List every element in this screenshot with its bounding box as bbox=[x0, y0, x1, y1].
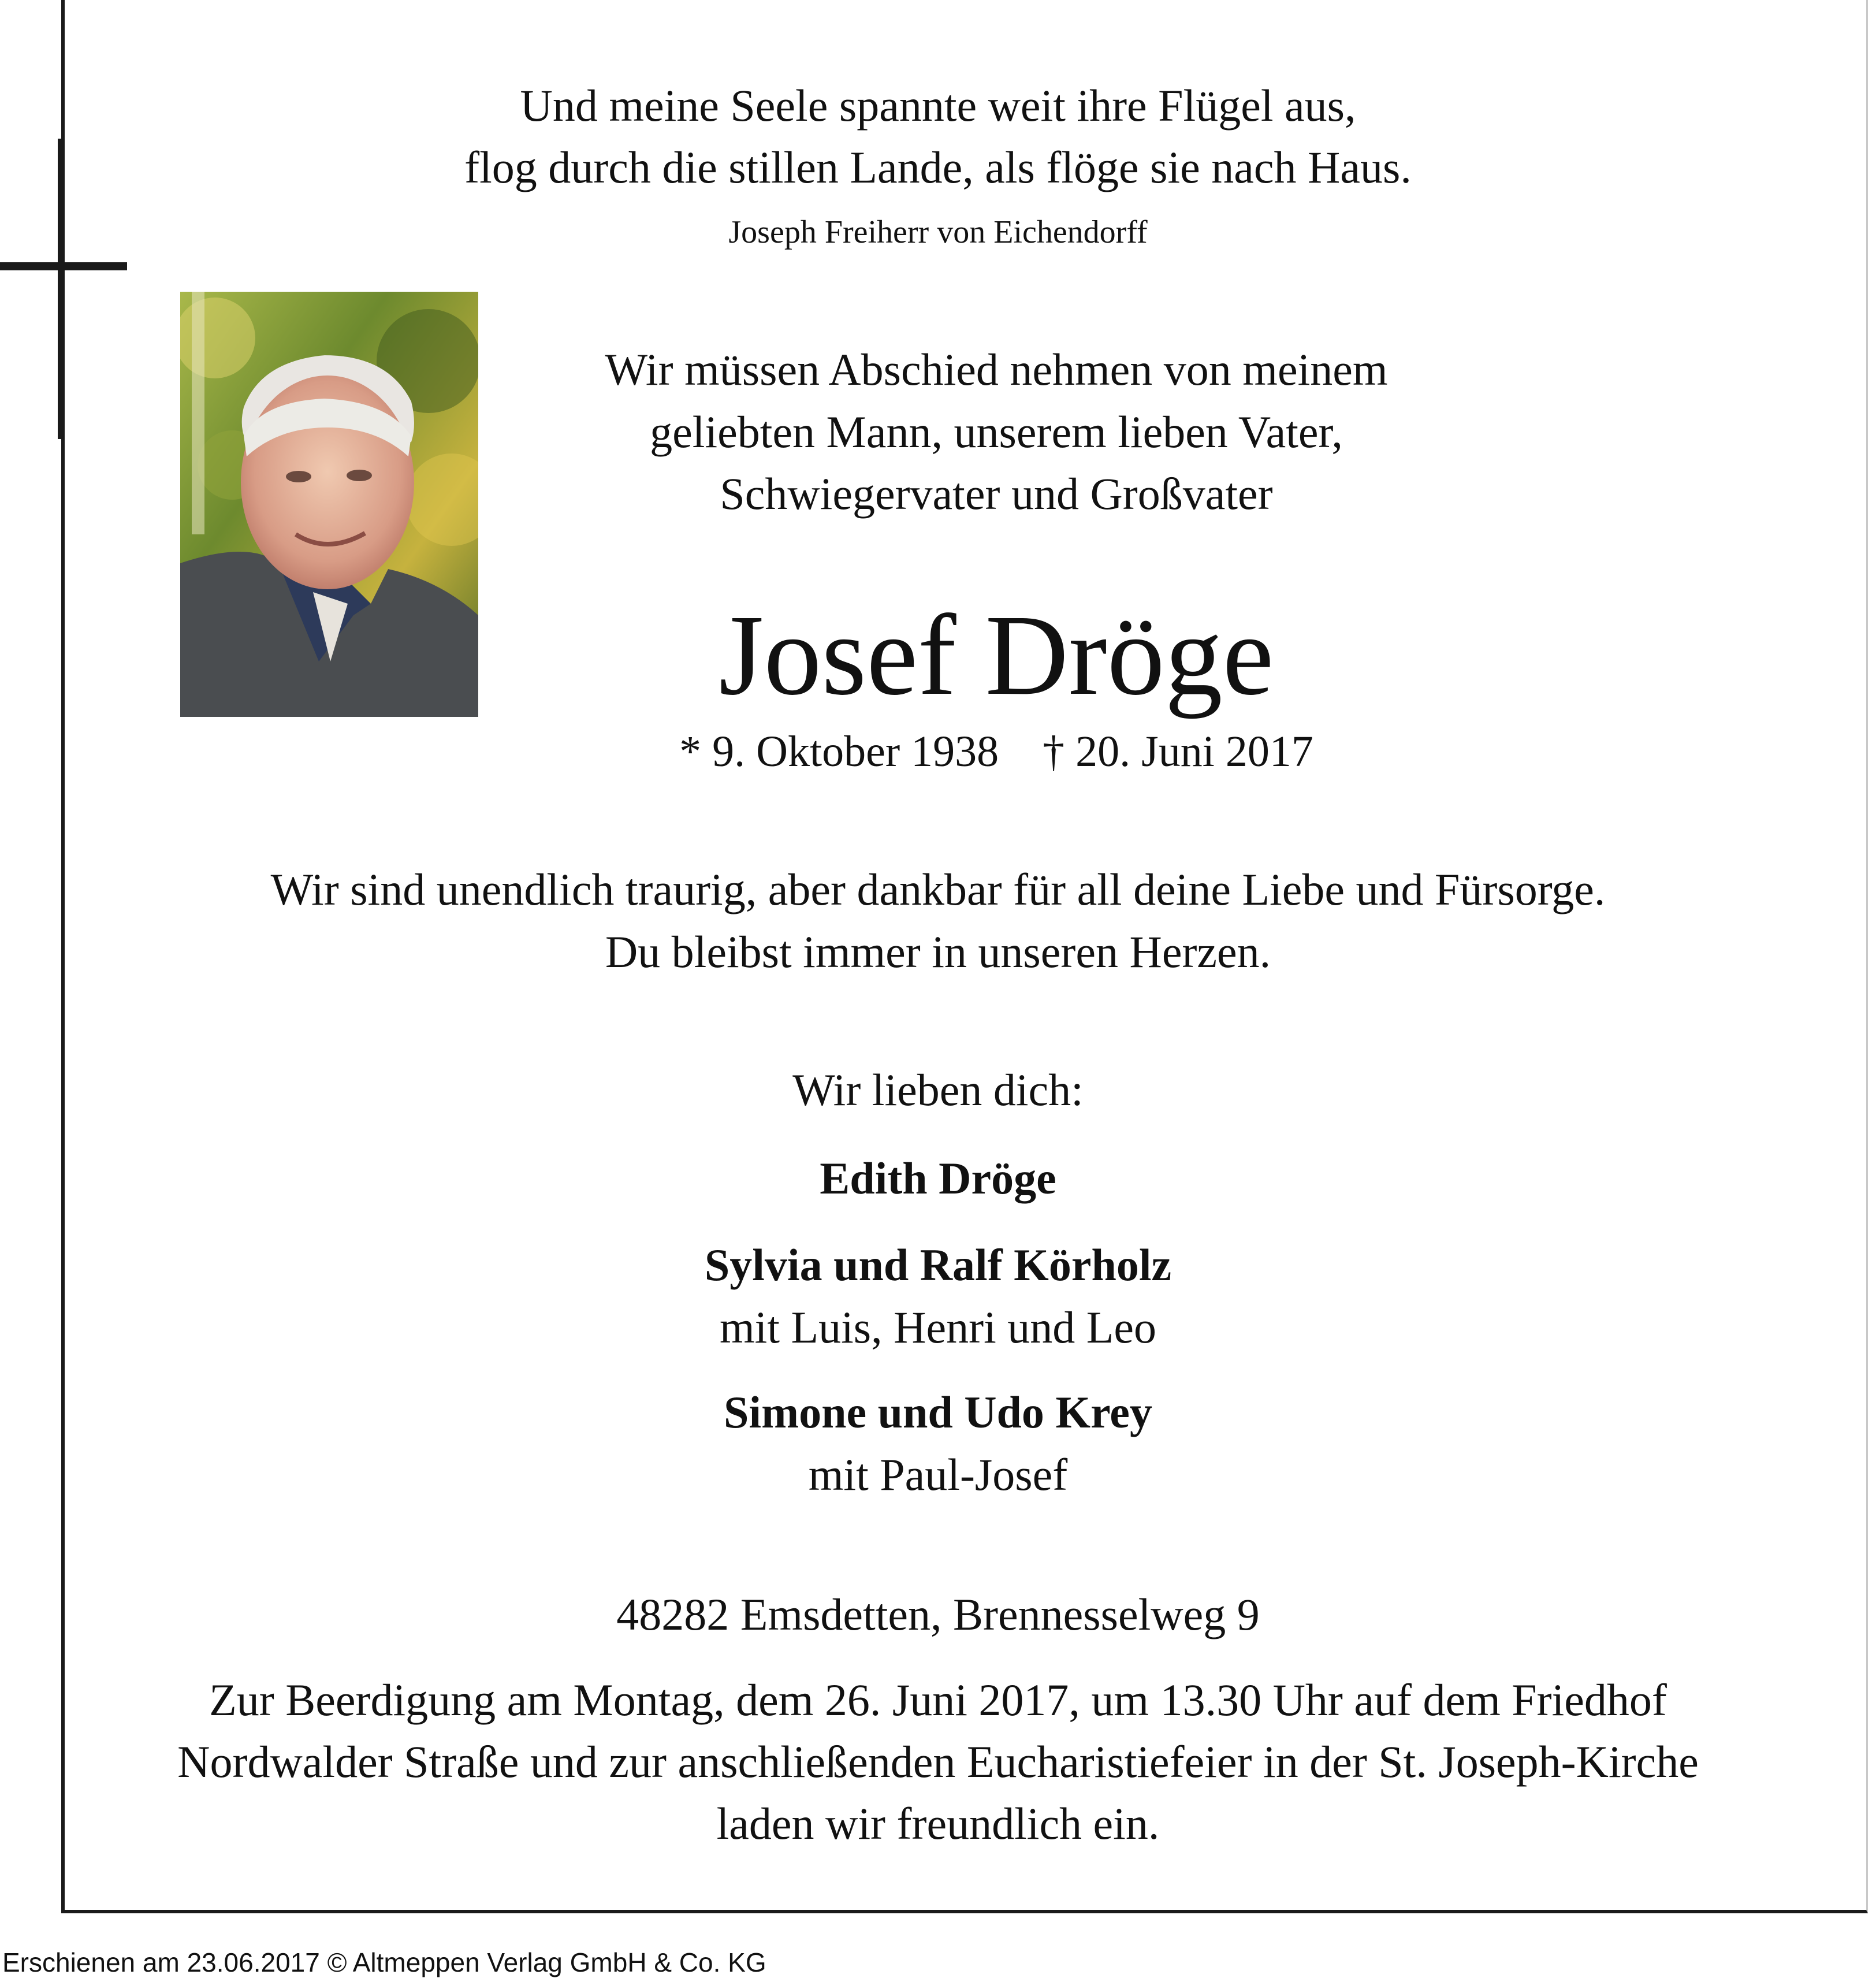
intro-line-3: Schwiegervater und Großvater bbox=[720, 469, 1273, 519]
funeral-line-2: Nordwalder Straße und zur anschließenden Eucharistiefeier in der St. Joseph-Kirche bbox=[177, 1737, 1699, 1787]
funeral-line-1: Zur Beerdigung am Montag, dem 26. Juni 2017, um 13.30 Uhr auf dem Friedhof bbox=[209, 1675, 1667, 1725]
message-line-2: Du bleibst immer in unseren Herzen. bbox=[605, 927, 1271, 977]
family-name-1: Edith Dröge bbox=[820, 1153, 1056, 1203]
family-children-3: mit Paul-Josef bbox=[808, 1449, 1068, 1500]
funeral-line-3: laden wir freundlich ein. bbox=[716, 1798, 1160, 1849]
family-children-2: mit Luis, Henri und Leo bbox=[719, 1302, 1157, 1352]
message-line-1: Wir sind unendlich traurig, aber dankbar für all deine Liebe und Fürsorge. bbox=[270, 864, 1606, 914]
deceased-name: Josef Dröge bbox=[719, 592, 1274, 719]
poem-line-1: Und meine Seele spannte weit ihre Flügel aus, bbox=[520, 80, 1356, 131]
family-name-2: Sylvia und Ralf Körholz bbox=[704, 1240, 1172, 1290]
poem-author: Joseph Freiherr von Eichendorff bbox=[728, 214, 1148, 250]
intro-line-1: Wir müssen Abschied nehmen von meinem bbox=[605, 344, 1388, 395]
cross-horizontal-bar bbox=[0, 262, 127, 270]
publication-footer: Erschienen am 23.06.2017 © Altmeppen Verlag GmbH & Co. KG bbox=[2, 1947, 766, 1977]
poem-line-2: flog durch die stillen Lande, als flöge sie nach Haus. bbox=[464, 142, 1412, 192]
life-dates: * 9. Oktober 1938 † 20. Juni 2017 bbox=[679, 727, 1313, 776]
intro-line-2: geliebten Mann, unserem lieben Vater, bbox=[650, 407, 1343, 457]
mourners-heading: Wir lieben dich: bbox=[792, 1065, 1084, 1115]
address: 48282 Emsdetten, Brennesselweg 9 bbox=[616, 1589, 1260, 1639]
family-name-3: Simone und Udo Krey bbox=[724, 1387, 1152, 1437]
